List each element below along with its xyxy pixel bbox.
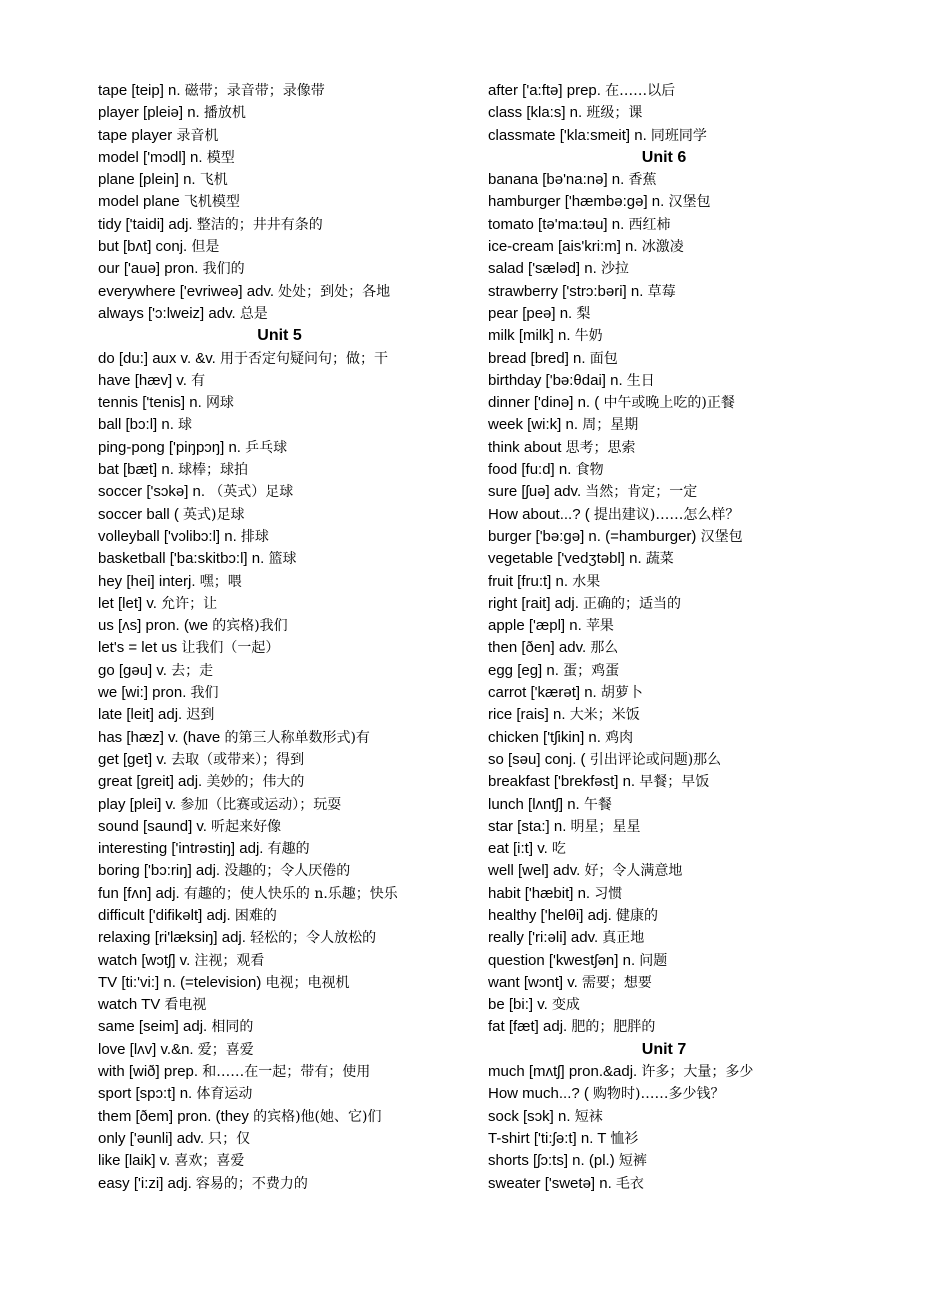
vocab-meaning: 汉堡包 [700, 528, 743, 545]
vocab-entry [98, 615, 473, 637]
vocab-word: basketball ['ba:skitbɔ:l] n. [98, 550, 265, 568]
vocab-meaning: 相同的 [211, 1019, 254, 1036]
vocab-entry [98, 1039, 473, 1061]
vocab-word: ping-pong ['piŋpɔŋ] n. [98, 438, 241, 456]
vocab-entry [98, 972, 473, 994]
vocab-meaning: 飞机 [199, 172, 228, 189]
vocab-meaning: 在……以后 [605, 83, 676, 99]
vocab-word: watch [wɔtʃ] v. [98, 951, 191, 969]
vocab-meaning: 美妙的；伟大的 [206, 774, 305, 791]
vocab-entry [488, 704, 848, 726]
vocab-entry [488, 414, 848, 436]
vocab-entry [488, 281, 848, 303]
vocab-entry [98, 348, 473, 370]
vocab-entry [488, 571, 848, 593]
vocab-word: bread [bred] n. [488, 349, 586, 367]
vocab-entry [488, 236, 848, 258]
vocab-meaning: 班级；课 [586, 105, 643, 122]
vocab-entry [98, 593, 473, 615]
vocab-meaning: 用于否定句疑问句；做；干 [220, 350, 389, 367]
vocab-meaning: 当然；肯定；一定 [585, 484, 698, 501]
vocab-entry [98, 214, 473, 236]
left-column [98, 80, 473, 1195]
vocab-entry [488, 1061, 848, 1083]
vocab-entry [98, 1016, 473, 1038]
vocab-meaning: 迟到 [186, 707, 215, 724]
vocab-word: question ['kwestʃən] n. [488, 951, 636, 969]
vocab-meaning: 吃 [551, 841, 566, 858]
vocab-meaning: 购物时)……多少钱？ [593, 1086, 725, 1103]
vocab-word: class [kla:s] n. [488, 104, 583, 122]
vocab-word: late [leit] adj. [98, 706, 183, 724]
vocab-word: soccer ball ( [98, 505, 179, 523]
vocab-meaning: 面包 [589, 350, 618, 367]
vocab-entry [98, 125, 473, 147]
vocab-entry [488, 214, 848, 236]
vocab-word: fruit [fru:t] n. [488, 572, 569, 590]
vocab-meaning: 鸡肉 [605, 729, 634, 746]
vocab-meaning: 胡萝卜 [600, 685, 643, 702]
vocab-entry [488, 392, 848, 414]
vocab-word: model ['mɔdl] n. [98, 148, 203, 166]
unit-heading: Unit 7 [641, 1040, 687, 1058]
vocab-meaning: 那么 [590, 640, 619, 657]
vocab-word: want [wɔnt] v. [488, 973, 578, 991]
vocab-meaning: 草莓 [647, 283, 676, 300]
vocab-entry [98, 414, 473, 436]
vocab-entry [488, 816, 848, 838]
vocab-entry [98, 994, 473, 1016]
vocab-entry [98, 838, 473, 860]
vocab-entry [488, 348, 848, 370]
vocab-meaning: 排球 [240, 528, 269, 545]
vocab-word: only ['əunli] adv. [98, 1129, 204, 1147]
vocab-word: tape player [98, 126, 173, 144]
vocab-meaning: 短袜 [574, 1108, 603, 1125]
vocab-word: T-shirt ['ti:ʃə:t] n. T [488, 1129, 607, 1147]
vocab-entry [98, 548, 473, 570]
vocab-meaning: 正确的；适当的 [583, 595, 682, 612]
vocab-word: habit ['hæbit] n. [488, 884, 591, 902]
vocab-word: after ['a:ftə] prep. [488, 82, 601, 99]
vocab-word: relaxing [ri'læksiŋ] adj. [98, 929, 246, 947]
vocab-meaning: 同班同学 [650, 127, 707, 144]
vocab-meaning: 香蕉 [628, 172, 657, 189]
vocab-meaning: 水果 [572, 573, 601, 590]
vocab-word: tomato [tə'ma:təu] n. [488, 215, 625, 233]
vocab-word: vegetable ['vedʒtəbl] n. [488, 550, 642, 568]
vocab-word: be [bi:] v. [488, 996, 548, 1014]
vocab-word: have [hæv] v. [98, 371, 187, 389]
vocab-meaning: 问题 [639, 952, 668, 969]
vocab-word: apple ['æpl] n. [488, 617, 582, 635]
vocab-meaning: 有趣的 [267, 841, 310, 858]
vocab-entry [98, 392, 473, 414]
vocab-word: play [plei] v. [98, 795, 177, 813]
unit-heading: Unit 6 [641, 148, 687, 166]
vocab-entry [488, 1016, 848, 1038]
vocab-entry [98, 1083, 473, 1105]
vocab-word: dinner ['dinə] n. ( [488, 394, 600, 412]
vocab-meaning: 去取（或带来）；得到 [171, 751, 305, 768]
vocab-entry [98, 303, 473, 325]
vocab-entry [488, 504, 848, 526]
vocab-entry [488, 481, 848, 503]
vocab-meaning: 听起来好像 [211, 818, 282, 835]
vocab-meaning: 只；仅 [208, 1130, 251, 1147]
vocab-word: fun [fʌn] adj. [98, 884, 180, 902]
vocab-meaning: 嘿；喂 [199, 573, 242, 590]
vocab-entry [98, 1061, 473, 1083]
vocab-meaning: 思考；思索 [565, 439, 636, 456]
vocab-word: salad ['sæləd] n. [488, 260, 597, 278]
vocab-meaning: 参加（比赛或运动）；玩耍 [180, 796, 342, 813]
vocab-entry [488, 838, 848, 860]
vocab-meaning: 我们的 [202, 261, 245, 278]
vocab-meaning: 苹果 [585, 618, 614, 635]
vocab-word: much [mʌtʃ] pron.&adj. [488, 1063, 638, 1081]
vocab-meaning: 乒乓球 [245, 439, 288, 456]
vocab-meaning: 容易的；不费力的 [195, 1175, 308, 1192]
vocab-meaning: 网球 [205, 395, 234, 412]
vocab-word: them [ðem] pron. (they [98, 1107, 249, 1125]
vocab-meaning: 汉堡包 [668, 194, 711, 211]
vocab-meaning: 冰激凌 [641, 239, 684, 256]
vocab-word: hey [hei] interj. [98, 572, 196, 590]
vocab-meaning: 梨 [576, 305, 591, 322]
vocab-meaning: 播放机 [203, 105, 246, 122]
vocab-word: rice [rais] n. [488, 706, 566, 724]
vocab-word: How about...? ( [488, 505, 590, 523]
vocab-entry [98, 258, 473, 280]
vocab-entry [98, 504, 473, 526]
vocab-entry [488, 258, 848, 280]
vocab-word: with [wið] prep. [98, 1063, 199, 1081]
vocab-entry [488, 593, 848, 615]
vocab-entry [488, 459, 848, 481]
vocab-word: let [let] v. [98, 594, 157, 612]
vocab-meaning: 电视；电视机 [265, 974, 350, 991]
vocab-entry [488, 883, 848, 905]
vocab-meaning: 许多；大量；多少 [641, 1064, 754, 1081]
vocab-word: watch TV [98, 996, 161, 1014]
vocab-entry [98, 637, 473, 659]
vocab-meaning: 和……在一起；带有；使用 [202, 1064, 371, 1081]
right-column [488, 80, 848, 1195]
vocab-entry [488, 727, 848, 749]
vocab-meaning: 去；走 [171, 662, 214, 679]
vocab-meaning: 真正地 [602, 930, 645, 947]
vocab-entry [98, 102, 473, 124]
vocab-entry [488, 972, 848, 994]
vocab-word: well [wel] adv. [488, 862, 581, 880]
vocab-word: boring ['bɔ:riŋ] adj. [98, 862, 221, 880]
vocab-entry [98, 905, 473, 927]
vocab-word: same [seim] adj. [98, 1018, 208, 1036]
vocab-word: do [du:] aux v. &v. [98, 349, 216, 367]
vocab-word: let's = let us [98, 639, 178, 657]
vocab-word: hamburger ['hæmbə:gə] n. [488, 193, 665, 211]
vocab-meaning: 明星；星星 [570, 818, 641, 835]
vocab-meaning: 变成 [551, 997, 580, 1014]
vocab-meaning: 好；令人满意地 [584, 863, 683, 880]
vocab-word: banana [bə'na:nə] n. [488, 171, 625, 189]
vocab-word: lunch [lʌntʃ] n. [488, 795, 580, 813]
vocab-entry [488, 437, 848, 459]
vocab-word: our ['auə] pron. [98, 260, 199, 278]
vocab-word: really ['ri:əli] adv. [488, 929, 599, 947]
vocab-word: pear [peə] n. [488, 304, 573, 322]
vocab-entry [488, 102, 848, 124]
vocab-meaning: 球 [178, 417, 193, 434]
vocab-entry [488, 370, 848, 392]
vocab-word: sock [sɔk] n. [488, 1107, 571, 1125]
vocab-word: week [wi:k] n. [488, 416, 579, 434]
vocab-meaning: 总是 [239, 305, 268, 322]
vocab-entry [488, 1150, 848, 1172]
vocab-word: sure [ʃuə] adv. [488, 483, 582, 501]
vocab-meaning: 我们 [190, 685, 219, 702]
vocab-word: player [pleiə] n. [98, 104, 200, 122]
vocab-meaning: 磁带；录音带；录像带 [184, 83, 325, 99]
vocab-word: star [sta:] n. [488, 817, 567, 835]
vocab-entry [488, 80, 848, 102]
vocab-entry [488, 125, 848, 147]
vocab-meaning: 习惯 [594, 885, 623, 902]
vocab-meaning: 看电视 [164, 997, 207, 1014]
vocab-meaning: 提出建议)……怎么样？ [593, 506, 740, 523]
vocab-entry [98, 281, 473, 303]
vocab-meaning: 生日 [626, 372, 655, 389]
vocab-word: like [laik] v. [98, 1152, 171, 1170]
vocab-meaning: 没趣的；令人厌倦的 [224, 863, 351, 880]
vocab-entry [98, 1128, 473, 1150]
vocab-word: everywhere ['evriweə] adv. [98, 282, 274, 300]
vocab-word: birthday ['bə:θdai] n. [488, 371, 623, 389]
vocab-entry [98, 437, 473, 459]
vocab-word: ball [bɔ:l] n. [98, 416, 174, 434]
vocab-entry [98, 80, 473, 102]
vocab-word: milk [milk] n. [488, 327, 571, 345]
vocab-meaning: 蔬菜 [645, 551, 674, 568]
vocab-meaning: 录音机 [176, 127, 219, 144]
vocab-meaning: 午餐 [583, 796, 612, 813]
vocab-entry [488, 615, 848, 637]
vocab-entry [98, 191, 473, 213]
vocab-meaning: 爱；喜爱 [197, 1041, 254, 1058]
vocab-word: difficult ['difikəlt] adj. [98, 906, 231, 924]
vocab-meaning: 的宾格)他(她、它)们 [253, 1108, 382, 1125]
unit-heading: Unit 5 [257, 327, 302, 345]
vocab-word: healthy ['helθi] adj. [488, 906, 612, 924]
vocab-word: think about [488, 438, 562, 456]
vocab-word: food [fu:d] n. [488, 461, 572, 479]
vocab-entry [98, 370, 473, 392]
vocab-entry [98, 950, 473, 972]
vocab-entry [98, 526, 473, 548]
vocab-word: interesting ['intrəstiŋ] adj. [98, 840, 264, 858]
vocab-entry [98, 682, 473, 704]
vocab-word: TV [ti:'vi:] n. (=television) [98, 973, 262, 991]
vocab-entry [488, 548, 848, 570]
vocab-meaning: 引出评论或问题)那么 [589, 751, 722, 768]
vocab-entry [488, 905, 848, 927]
vocab-meaning: 轻松的；令人放松的 [250, 930, 377, 947]
vocab-meaning: 短裤 [618, 1153, 647, 1170]
vocab-entry [488, 191, 848, 213]
vocab-meaning: 健康的 [615, 907, 658, 924]
vocab-entry [98, 147, 473, 169]
vocab-meaning: 恤衫 [610, 1130, 639, 1147]
vocab-meaning: 中午或晚上吃的)正餐 [603, 395, 735, 412]
vocab-word: strawberry ['strɔ:bəri] n. [488, 282, 644, 300]
vocab-word: sound [saund] v. [98, 817, 207, 835]
vocab-word: right [rait] adj. [488, 594, 579, 612]
vocab-entry [488, 682, 848, 704]
vocab-word: love [lʌv] v.&n. [98, 1040, 194, 1058]
vocab-entry [98, 1150, 473, 1172]
vocab-word: breakfast ['brekfəst] n. [488, 773, 636, 791]
vocab-word: then [ðen] adv. [488, 639, 587, 657]
vocab-meaning: 西红柿 [628, 216, 671, 233]
vocab-entry [488, 660, 848, 682]
vocab-entry [488, 526, 848, 548]
vocab-entry [98, 481, 473, 503]
vocab-entry [98, 660, 473, 682]
vocab-meaning: 有趣的；使人快乐的 n.乐趣；快乐 [183, 885, 398, 902]
vocab-entry [488, 749, 848, 771]
vocab-entry [98, 860, 473, 882]
vocab-meaning: 有 [191, 372, 206, 389]
vocab-word: carrot ['kærət] n. [488, 684, 597, 702]
vocab-meaning: 需要；想要 [581, 974, 652, 991]
vocab-meaning: 飞机模型 [183, 194, 240, 211]
vocab-word: model plane [98, 193, 180, 211]
vocab-word: volleyball ['vɔlibɔ:l] n. [98, 527, 237, 545]
vocab-entry [488, 950, 848, 972]
vocab-entry [98, 236, 473, 258]
vocab-entry [98, 1106, 473, 1128]
vocab-word: tidy ['taidi] adj. [98, 215, 193, 233]
vocab-word: egg [eg] n. [488, 661, 559, 679]
vocab-word: always ['ɔ:lweiz] adv. [98, 304, 236, 322]
vocab-word: soccer ['sɔkə] n. [98, 483, 206, 501]
vocab-entry [98, 1173, 473, 1195]
vocab-word: go [gəu] v. [98, 661, 167, 679]
vocab-entry [488, 1128, 848, 1150]
vocab-entry [488, 637, 848, 659]
vocab-entry [488, 927, 848, 949]
vocab-word: sport [spɔ:t] n. [98, 1085, 193, 1103]
vocab-entry [98, 459, 473, 481]
vocab-entry [488, 794, 848, 816]
vocab-meaning: 的第三人称单数形式)有 [224, 729, 370, 746]
vocab-meaning: 让我们（一起） [181, 640, 280, 657]
vocab-meaning: 的宾格)我们 [212, 618, 288, 635]
vocab-word: great [greit] adj. [98, 773, 203, 791]
vocab-meaning: 处处；到处；各地 [278, 283, 391, 300]
vocab-word: chicken ['tʃikin] n. [488, 728, 601, 746]
vocab-word: How much...? ( [488, 1085, 589, 1103]
vocab-meaning: 食物 [575, 462, 604, 479]
vocab-entry [98, 883, 473, 905]
vocab-meaning: 允许；让 [161, 595, 218, 612]
vocab-meaning: 毛衣 [615, 1175, 644, 1192]
vocab-meaning: 早餐；早饭 [639, 774, 710, 791]
vocab-word: classmate ['kla:smeit] n. [488, 126, 647, 144]
vocab-entry [488, 169, 848, 191]
vocab-meaning: 喜欢；喜爱 [174, 1153, 245, 1170]
vocab-entry [488, 1106, 848, 1128]
vocab-meaning: 英式)足球 [183, 506, 245, 523]
vocab-word: us [ʌs] pron. (we [98, 617, 209, 635]
vocab-meaning: 模型 [206, 149, 235, 166]
vocab-word: easy ['i:zi] adj. [98, 1174, 192, 1192]
vocab-word: tennis ['tenis] n. [98, 394, 202, 412]
vocab-word: get [get] v. [98, 750, 167, 768]
vocab-word: tape [teip] n. [98, 82, 181, 99]
vocab-word: fat [fæt] adj. [488, 1018, 568, 1036]
vocab-entry [98, 704, 473, 726]
vocab-entry [488, 1083, 848, 1105]
vocab-word: so [səu] conj. ( [488, 750, 586, 768]
vocab-meaning: 注视；观看 [194, 952, 265, 969]
vocab-word: has [hæz] v. (have [98, 728, 221, 746]
vocab-word: ice-cream [ais'kri:m] n. [488, 238, 638, 256]
vocab-entry [488, 325, 848, 347]
vocab-word: eat [i:t] v. [488, 840, 548, 858]
vocab-entry [98, 169, 473, 191]
vocab-meaning: 周；星期 [582, 417, 639, 434]
vocab-meaning: 困难的 [234, 907, 277, 924]
vocab-meaning: 肥的；肥胖的 [571, 1019, 656, 1036]
vocab-meaning: 牛奶 [574, 328, 603, 345]
vocab-entry [488, 860, 848, 882]
vocab-word: we [wi:] pron. [98, 684, 187, 702]
vocab-entry [98, 794, 473, 816]
vocab-meaning: 但是 [191, 239, 220, 256]
vocab-entry [98, 816, 473, 838]
vocab-meaning: 沙拉 [600, 261, 629, 278]
vocab-entry [488, 303, 848, 325]
vocab-entry [98, 927, 473, 949]
vocab-word: but [bʌt] conj. [98, 238, 188, 256]
vocab-entry [98, 727, 473, 749]
vocab-meaning: 球棒；球拍 [178, 462, 249, 479]
vocab-meaning: 篮球 [268, 551, 297, 568]
vocab-meaning: （英式）足球 [209, 484, 294, 501]
vocab-word: plane [plein] n. [98, 171, 196, 189]
vocab-word: burger ['bə:gə] n. (=hamburger) [488, 527, 697, 545]
vocab-entry [98, 771, 473, 793]
vocab-entry [488, 994, 848, 1016]
vocab-entry [98, 571, 473, 593]
vocab-word: sweater ['swetə] n. [488, 1174, 612, 1192]
vocab-meaning: 体育运动 [196, 1086, 253, 1103]
vocab-word: bat [bæt] n. [98, 461, 174, 479]
vocab-word: shorts [ʃɔ:ts] n. (pl.) [488, 1152, 615, 1170]
vocab-entry [488, 1173, 848, 1195]
vocab-meaning: 大米；米饭 [569, 707, 640, 724]
vocab-entry [98, 749, 473, 771]
vocab-entry [488, 771, 848, 793]
vocab-meaning: 蛋；鸡蛋 [563, 662, 620, 679]
vocab-meaning: 整洁的；井井有条的 [196, 216, 323, 233]
